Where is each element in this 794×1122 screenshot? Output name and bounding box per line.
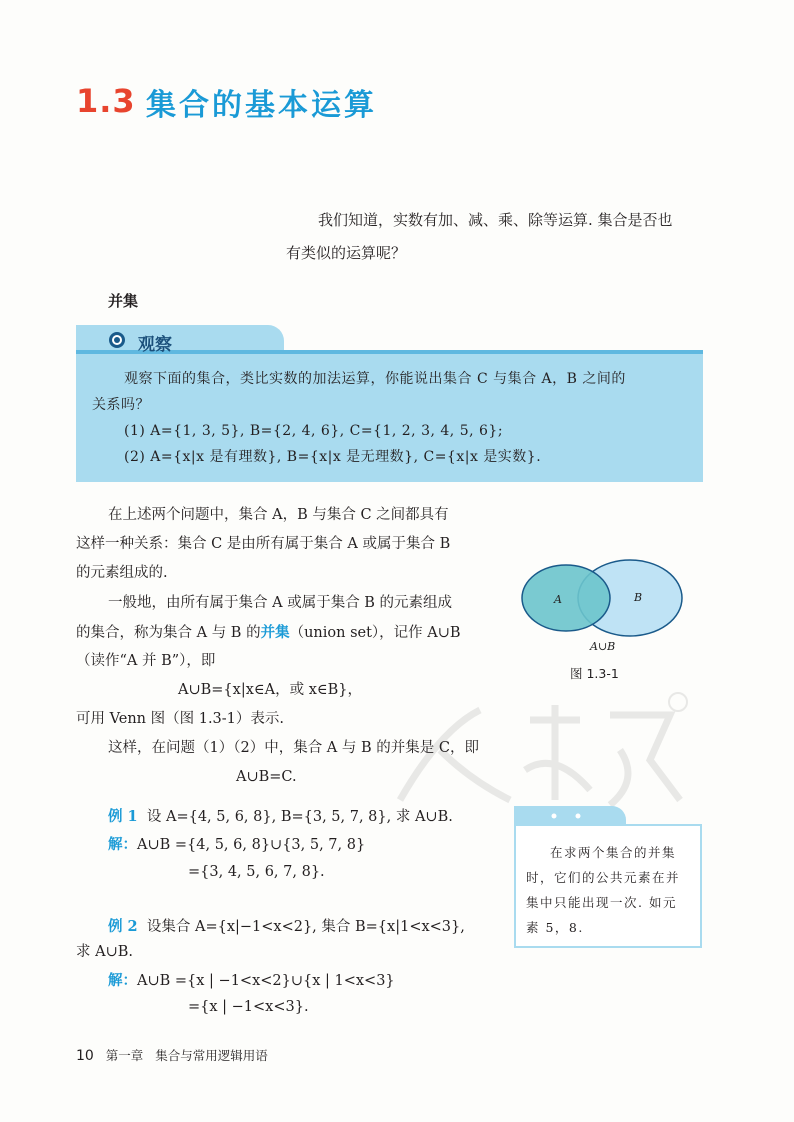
- section-heading: 并集: [108, 292, 139, 310]
- solution-text: A∪B ={4, 5, 6, 8}∪{3, 5, 7, 8}: [137, 837, 366, 853]
- solution-text: A∪B ={x | −1<x<2}∪{x | 1<x<3}: [137, 973, 395, 989]
- example-2: [108, 912, 465, 942]
- example-label: 例 1: [108, 808, 138, 825]
- page-number: 10: [76, 1048, 94, 1064]
- solution-label: 解：: [108, 836, 137, 853]
- body-text: （union set），记作 A∪B: [289, 625, 461, 641]
- intro-line: 有类似的运算呢？: [286, 244, 407, 262]
- body-line: [76, 618, 461, 648]
- note-content: [526, 840, 696, 940]
- union-label: A∪B: [590, 640, 616, 653]
- set-a-ellipse: [522, 565, 610, 631]
- example-label: 例 2: [108, 918, 138, 935]
- target-icon: [108, 331, 126, 349]
- formula: A∪B={x|x∈A，或 x∈B}，: [178, 682, 362, 698]
- body-line: 一般地，由所有属于集合 A 或属于集合 B 的元素组成: [108, 595, 453, 611]
- chapter-title: 集合与常用逻辑用语: [155, 1048, 268, 1063]
- watermark-logo: [380, 690, 700, 820]
- body-line: （读作“A 并 B”），即: [76, 653, 216, 669]
- observe-label: 观察: [138, 335, 172, 355]
- set-b-label: B: [634, 591, 643, 604]
- example-1: [108, 802, 453, 832]
- body-line: 的元素组成的.: [76, 565, 168, 581]
- body-line: 这样，在问题（1）（2）中，集合 A 与 B 的并集是 C，即: [108, 740, 479, 756]
- set-a-label: A: [554, 593, 562, 606]
- body-line: 在上述两个问题中，集合 A，B 与集合 C 之间都具有: [108, 507, 449, 523]
- chapter-label: 第一章: [105, 1048, 144, 1063]
- formula: A∪B=C.: [236, 769, 297, 785]
- body-text: 的集合，称为集合 A 与 B 的: [76, 625, 261, 641]
- observe-line: 观察下面的集合，类比实数的加法运算，你能说出集合 C 与集合 A，B 之间的: [124, 371, 626, 387]
- note-line: 集中只能出现一次. 如元: [526, 895, 677, 910]
- example-problem: 求 A∪B.: [76, 944, 133, 960]
- observe-item: (2) A={x|x 是有理数}, B={x|x 是无理数}, C={x|x 是实数}.: [124, 449, 542, 465]
- note-line: 时，它们的公共元素在并: [526, 870, 681, 885]
- page-title: 集合的基本运算: [146, 88, 377, 123]
- example-problem: 设 A={4, 5, 6, 8}, B={3, 5, 7, 8}, 求 A∪B.: [146, 809, 453, 825]
- example-problem: 设集合 A={x|−1<x<2}, 集合 B={x|1<x<3},: [146, 919, 465, 935]
- intro-line: 我们知道，实数有加、减、乘、除等运算. 集合是否也: [318, 211, 673, 229]
- key-term: 并集: [260, 624, 290, 641]
- page-footer: [76, 1046, 268, 1064]
- note-line: 素 5，8.: [526, 920, 584, 935]
- body-line: 这样一种关系：集合 C 是由所有属于集合 A 或属于集合 B: [76, 536, 451, 552]
- venn-diagram: [518, 556, 686, 656]
- solution-line: ={x | −1<x<3}.: [188, 999, 309, 1015]
- dots-icon: [548, 811, 588, 821]
- observe-item: (1) A={1, 3, 5}, B={2, 4, 6}, C={1, 2, 3, 4, 5, 6};: [124, 423, 504, 439]
- note-line: 在求两个集合的并集: [550, 845, 677, 860]
- observe-content: [92, 366, 690, 470]
- body-line: 可用 Venn 图（图 1.3-1）表示.: [76, 711, 285, 727]
- figure-caption: 图 1.3-1: [570, 666, 619, 681]
- section-number: 1.3: [76, 82, 136, 120]
- observe-line: 关系吗？: [92, 397, 150, 413]
- solution-line: [108, 830, 365, 860]
- solution-label: 解：: [108, 972, 137, 989]
- solution-line: ={3, 4, 5, 6, 7, 8}.: [188, 864, 325, 880]
- solution-line: [108, 966, 395, 996]
- intro-paragraph: [286, 204, 716, 270]
